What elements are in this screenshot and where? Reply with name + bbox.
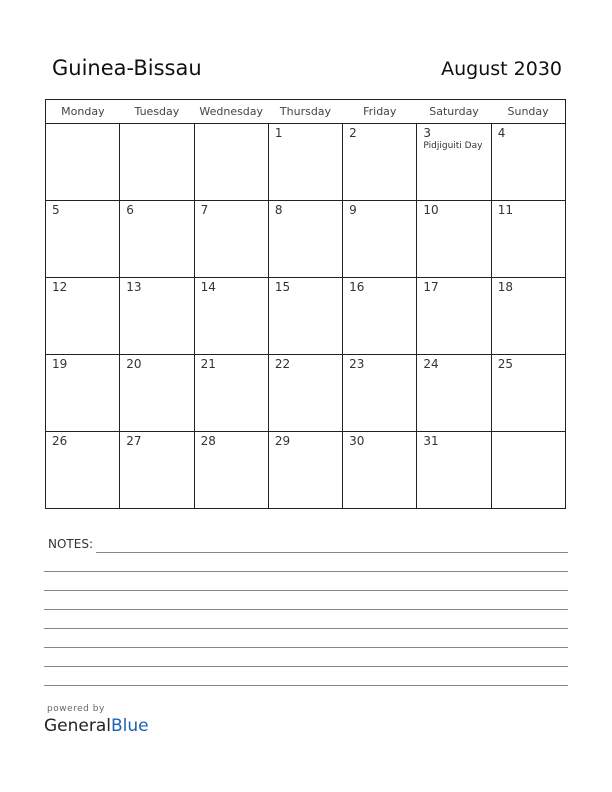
week-row: [46, 124, 566, 201]
day-number: [195, 124, 268, 126]
weekday-header: Friday: [343, 100, 417, 124]
notes-line: [44, 647, 568, 648]
day-cell: [491, 355, 565, 432]
day-number: 30: [349, 434, 365, 448]
day-cell: [417, 355, 491, 432]
day-cell: [46, 201, 120, 278]
day-number: 14: [200, 280, 216, 294]
notes-line: [44, 628, 568, 629]
day-cell: [268, 201, 342, 278]
day-number: 27: [126, 434, 142, 448]
day-cell: [343, 432, 417, 509]
notes-line: [44, 609, 568, 610]
notes-line: [44, 685, 568, 686]
day-cell: [268, 124, 342, 201]
day-cell: [194, 124, 268, 201]
day-cell: [491, 278, 565, 355]
calendar-grid: [45, 99, 566, 509]
day-cell: [46, 355, 120, 432]
week-row: [46, 432, 566, 509]
day-number: 21: [200, 357, 216, 371]
weekday-header-row: [46, 100, 566, 124]
day-number: [492, 432, 565, 434]
day-cell: [268, 278, 342, 355]
day-number: 11: [497, 203, 513, 217]
day-cell: [268, 432, 342, 509]
day-cell: [194, 201, 268, 278]
day-number: 18: [497, 280, 513, 294]
day-number: [120, 124, 193, 126]
day-number: 7: [200, 203, 209, 217]
brand-general-text: General: [44, 716, 111, 736]
powered-by-text: powered by: [47, 704, 105, 714]
generalblue-logo[interactable]: [44, 716, 149, 736]
notes-line: [44, 590, 568, 591]
notes-label: NOTES:: [48, 537, 93, 551]
day-number: 6: [126, 203, 134, 217]
day-cell: [194, 278, 268, 355]
day-number: 2: [349, 126, 357, 140]
day-number: 13: [126, 280, 142, 294]
week-row: [46, 278, 566, 355]
day-cell: [194, 355, 268, 432]
day-cell: [343, 355, 417, 432]
day-cell: [120, 201, 194, 278]
day-number: 24: [423, 357, 439, 371]
day-number: 12: [52, 280, 68, 294]
notes-line: [44, 571, 568, 572]
day-number: 16: [349, 280, 365, 294]
day-number: 8: [274, 203, 283, 217]
weekday-header: Tuesday: [120, 100, 194, 124]
day-number: 22: [274, 357, 291, 371]
day-cell: [46, 432, 120, 509]
weekday-header: Saturday: [417, 100, 491, 124]
day-number: 20: [126, 357, 142, 371]
day-cell: [120, 355, 194, 432]
brand-blue-text: Blue: [111, 716, 149, 736]
weekday-header: Monday: [46, 100, 120, 124]
day-cell: [491, 201, 565, 278]
day-cell: [46, 278, 120, 355]
holiday-label: Pidjiguiti Day: [423, 141, 483, 151]
day-number: 9: [349, 203, 357, 217]
day-number: 31: [423, 434, 439, 448]
day-number: 19: [52, 357, 68, 371]
day-number: 29: [274, 434, 291, 448]
day-number: 23: [349, 357, 365, 371]
week-row: [46, 201, 566, 278]
day-number: 1: [274, 126, 283, 140]
day-cell: [417, 432, 491, 509]
day-cell: [268, 355, 342, 432]
day-number: 3: [423, 126, 432, 140]
day-cell: [343, 201, 417, 278]
day-number: 25: [497, 357, 513, 371]
day-cell: [343, 278, 417, 355]
day-cell: [417, 278, 491, 355]
day-number: 15: [274, 280, 291, 294]
day-cell: [46, 124, 120, 201]
day-cell: [194, 432, 268, 509]
day-cell: [120, 124, 194, 201]
week-row: [46, 355, 566, 432]
day-cell: [417, 124, 491, 201]
day-cell: [417, 201, 491, 278]
notes-line: [44, 666, 568, 667]
day-number: 28: [200, 434, 216, 448]
day-number: 4: [497, 126, 506, 140]
calendar-country-title: Guinea-Bissau: [52, 56, 202, 80]
day-number: [46, 124, 119, 126]
weekday-header: Wednesday: [194, 100, 268, 124]
day-number: 10: [423, 203, 439, 217]
day-number: 17: [423, 280, 439, 294]
day-cell: [120, 278, 194, 355]
calendar-month-title: August 2030: [441, 58, 562, 80]
day-cell: [343, 124, 417, 201]
day-cell: [491, 124, 565, 201]
day-cell: [491, 432, 565, 509]
weekday-header: Sunday: [491, 100, 565, 124]
day-number: 5: [52, 203, 60, 217]
day-number: 26: [52, 434, 68, 448]
notes-line: [96, 552, 568, 553]
weekday-header: Thursday: [268, 100, 342, 124]
day-cell: [120, 432, 194, 509]
